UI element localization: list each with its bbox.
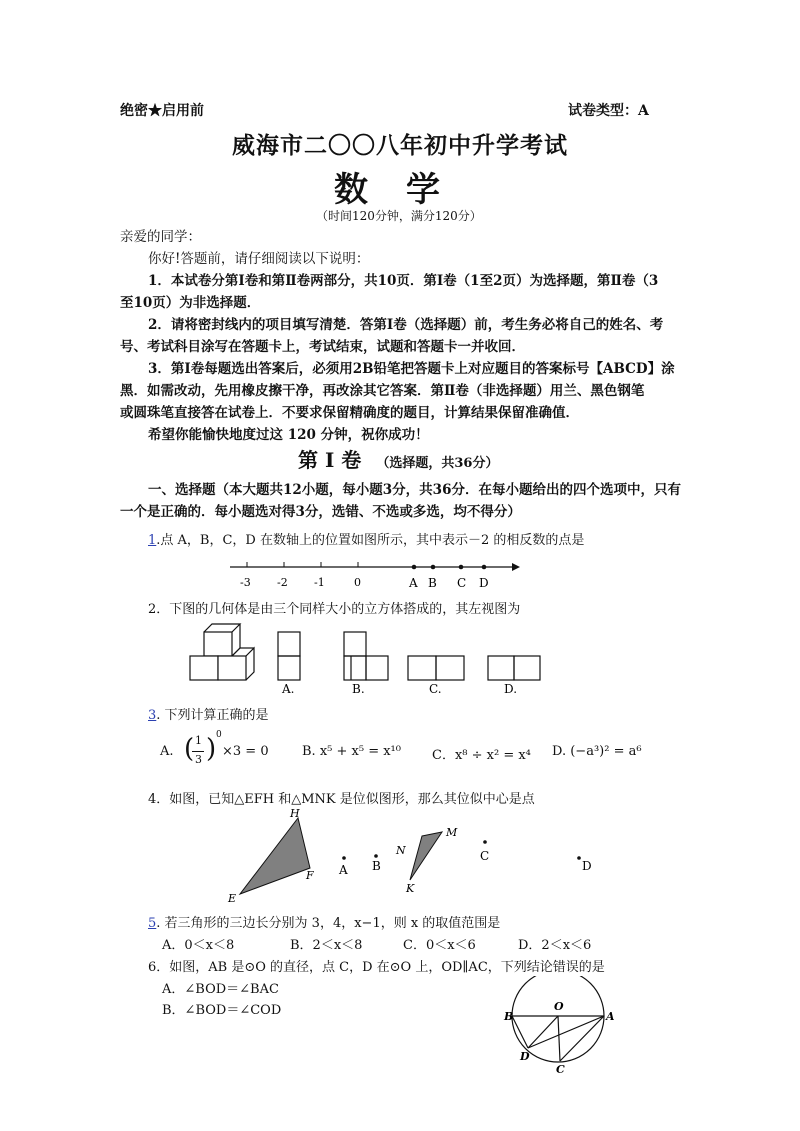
section-title: 第 Ⅰ 卷 (298, 448, 362, 472)
point-d-dot (577, 856, 581, 860)
greeting: 亲爱的同学： (120, 229, 201, 245)
point-b-dot (431, 565, 436, 570)
segment-ad (528, 1016, 604, 1048)
right-paren: ) (206, 734, 217, 764)
point-c-dot (483, 840, 487, 844)
q5-option-c: C．0＜x＜6 (403, 938, 476, 953)
point-a-dot (342, 856, 346, 860)
point-label: D (479, 576, 489, 590)
tick-label: 0 (354, 576, 361, 589)
question-5 (148, 912, 500, 931)
point-a-dot (412, 565, 417, 570)
option-a-rest: ×3 = 0 (222, 744, 269, 759)
section-note: （选择题，共36分） (376, 456, 499, 471)
vertex-label: F (306, 869, 314, 882)
tick-label: -2 (277, 576, 288, 589)
exam-title: 威海市二〇〇八年初中升学考试 (232, 132, 568, 159)
point-label: D (520, 1050, 530, 1063)
option-c: C．x⁸ ÷ x² = x⁴ (432, 748, 531, 763)
candidate-label: A (339, 863, 348, 877)
instruction-1b: 至10页）为非选择题． (120, 295, 261, 311)
section-heading (298, 444, 498, 473)
point-b-dot (374, 854, 378, 858)
fraction-bar (192, 751, 204, 752)
q6-option-a: A．∠BOD＝∠BAC (162, 982, 279, 997)
question-3-text: . 下列计算正确的是 (156, 708, 269, 723)
part1-line2: 一个是正确的．每小题选对得3分，选错、不选或多选，均不得分） (120, 504, 521, 520)
vertex-label: H (290, 807, 300, 820)
instruction-3b: 黑．如需改动，先用橡皮擦干净，再改涂其它答案．第Ⅱ卷（非选择题）用兰、黑色钢笔 (120, 383, 645, 399)
segment-oc (558, 1016, 560, 1061)
subject-title: 数学 (334, 170, 478, 210)
question-3 (148, 704, 269, 723)
point-c-dot (459, 565, 464, 570)
point-label: O (554, 1000, 564, 1013)
cube-views-figure (186, 620, 546, 698)
q5-option-a: A．0＜x＜8 (162, 938, 235, 953)
instruction-2a: 2．请将密封线内的项目填写清楚．答第Ⅰ卷（选择题）前，考生务必将自己的姓名、考 (148, 317, 664, 333)
vertex-label: E (228, 892, 237, 905)
question-5-number-link[interactable]: 5 (148, 916, 157, 931)
question-1-number-link[interactable]: 1 (148, 533, 157, 548)
exponent-zero: 0 (216, 730, 222, 740)
point-label: C (556, 1063, 565, 1076)
wish-line: 希望你能愉快地度过这 120 分钟，祝你成功！ (148, 427, 429, 443)
instruction-1a: 1．本试卷分第Ⅰ卷和第Ⅱ卷两部分，共10页．第Ⅰ卷（1至2页）为选择题，第Ⅱ卷（3 (148, 273, 659, 289)
option-b-view (344, 632, 388, 680)
option-b: B. x⁵ + x⁵ = x¹⁰ (302, 744, 401, 759)
segment-ac (560, 1016, 604, 1061)
question-1-text: .点 A，B，C，D 在数轴上的位置如图所示，其中表示－2 的相反数的点是 (156, 533, 585, 548)
tick-label: -3 (240, 576, 251, 589)
number-line-figure (220, 558, 530, 594)
fraction-numerator: 1 (195, 734, 202, 747)
option-c-view (408, 656, 464, 680)
point-label: C (457, 576, 467, 590)
triangle-efh (240, 818, 310, 894)
triangle-mnk (410, 832, 442, 880)
segment-od (528, 1016, 558, 1048)
tick-label: -1 (314, 576, 325, 589)
candidate-label: C (480, 849, 490, 863)
homothety-figure (220, 806, 610, 906)
option-label: B. (352, 682, 365, 696)
candidate-label: D (582, 859, 592, 873)
vertex-label: M (446, 826, 458, 839)
left-paren: ( (184, 734, 195, 764)
hello-line: 你好!答题前，请仔细阅读以下说明： (148, 251, 370, 267)
question-1 (148, 529, 584, 548)
q5-option-d: D．2＜x＜6 (518, 938, 592, 953)
option-a-label: A. (160, 744, 174, 759)
vertex-label: N (396, 844, 406, 857)
option-a-view (278, 632, 300, 680)
point-label: A (606, 1010, 615, 1023)
question-3-number-link[interactable]: 3 (148, 708, 157, 723)
number-line-arrow (512, 563, 520, 571)
number-line-ticks (247, 562, 358, 567)
confidential-label: 绝密★启用前 (120, 103, 204, 119)
vertex-label: K (406, 882, 415, 895)
question-5-text: . 若三角形的三边长分别为 3，4，x−1，则 x 的取值范围是 (156, 916, 501, 931)
q6-option-b: B．∠BOD＝∠COD (162, 1003, 282, 1018)
paper-type-label: 试卷类型：A (568, 103, 649, 119)
option-label: C. (429, 682, 442, 696)
instruction-2b: 号、考试科目涂写在答题卡上，考试结束，试题和答题卡一并收回． (120, 339, 525, 355)
part1-line1: 一、选择题（本大题共12小题，每小题3分，共36分．在每小题给出的四个选项中，只有 (148, 482, 681, 498)
question-6-text: 6．如图，AB 是⊙O 的直径，点 C，D 在⊙O 上，OD∥AC，下列结论错误的是 (148, 960, 605, 975)
option-label: D. (504, 682, 518, 696)
fraction-denominator: 3 (195, 753, 202, 766)
instruction-3a: 3．第Ⅰ卷每题选出答案后，必须用2B铅笔把答题卡上对应题目的答案标号【ABCD】涂 (148, 361, 675, 377)
option-d: D. (−a³)² = a⁶ (552, 744, 642, 759)
question-2-text: 2．下图的几何体是由三个同样大小的立方体搭成的，其左视图为 (148, 602, 521, 617)
time-note: （时间120分钟，满分120分） (316, 209, 482, 223)
option-d-view (488, 656, 540, 680)
point-label: A (409, 576, 418, 590)
point-label: B (428, 576, 437, 590)
option-label: A. (282, 682, 295, 696)
question-4-text: 4．如图，已知△EFH 和△MNK 是位似图形，那么其位似中心是点 (148, 792, 535, 807)
q5-option-b: B．2＜x＜8 (290, 938, 363, 953)
solid-drawing (190, 624, 254, 680)
instruction-3c: 或圆珠笔直接答在试卷上．不要求保留精确度的题目，计算结果保留准确值． (120, 405, 579, 421)
circle-figure (500, 976, 620, 1076)
point-label: B (504, 1010, 514, 1023)
candidate-label: B (372, 859, 381, 873)
point-d-dot (482, 565, 487, 570)
